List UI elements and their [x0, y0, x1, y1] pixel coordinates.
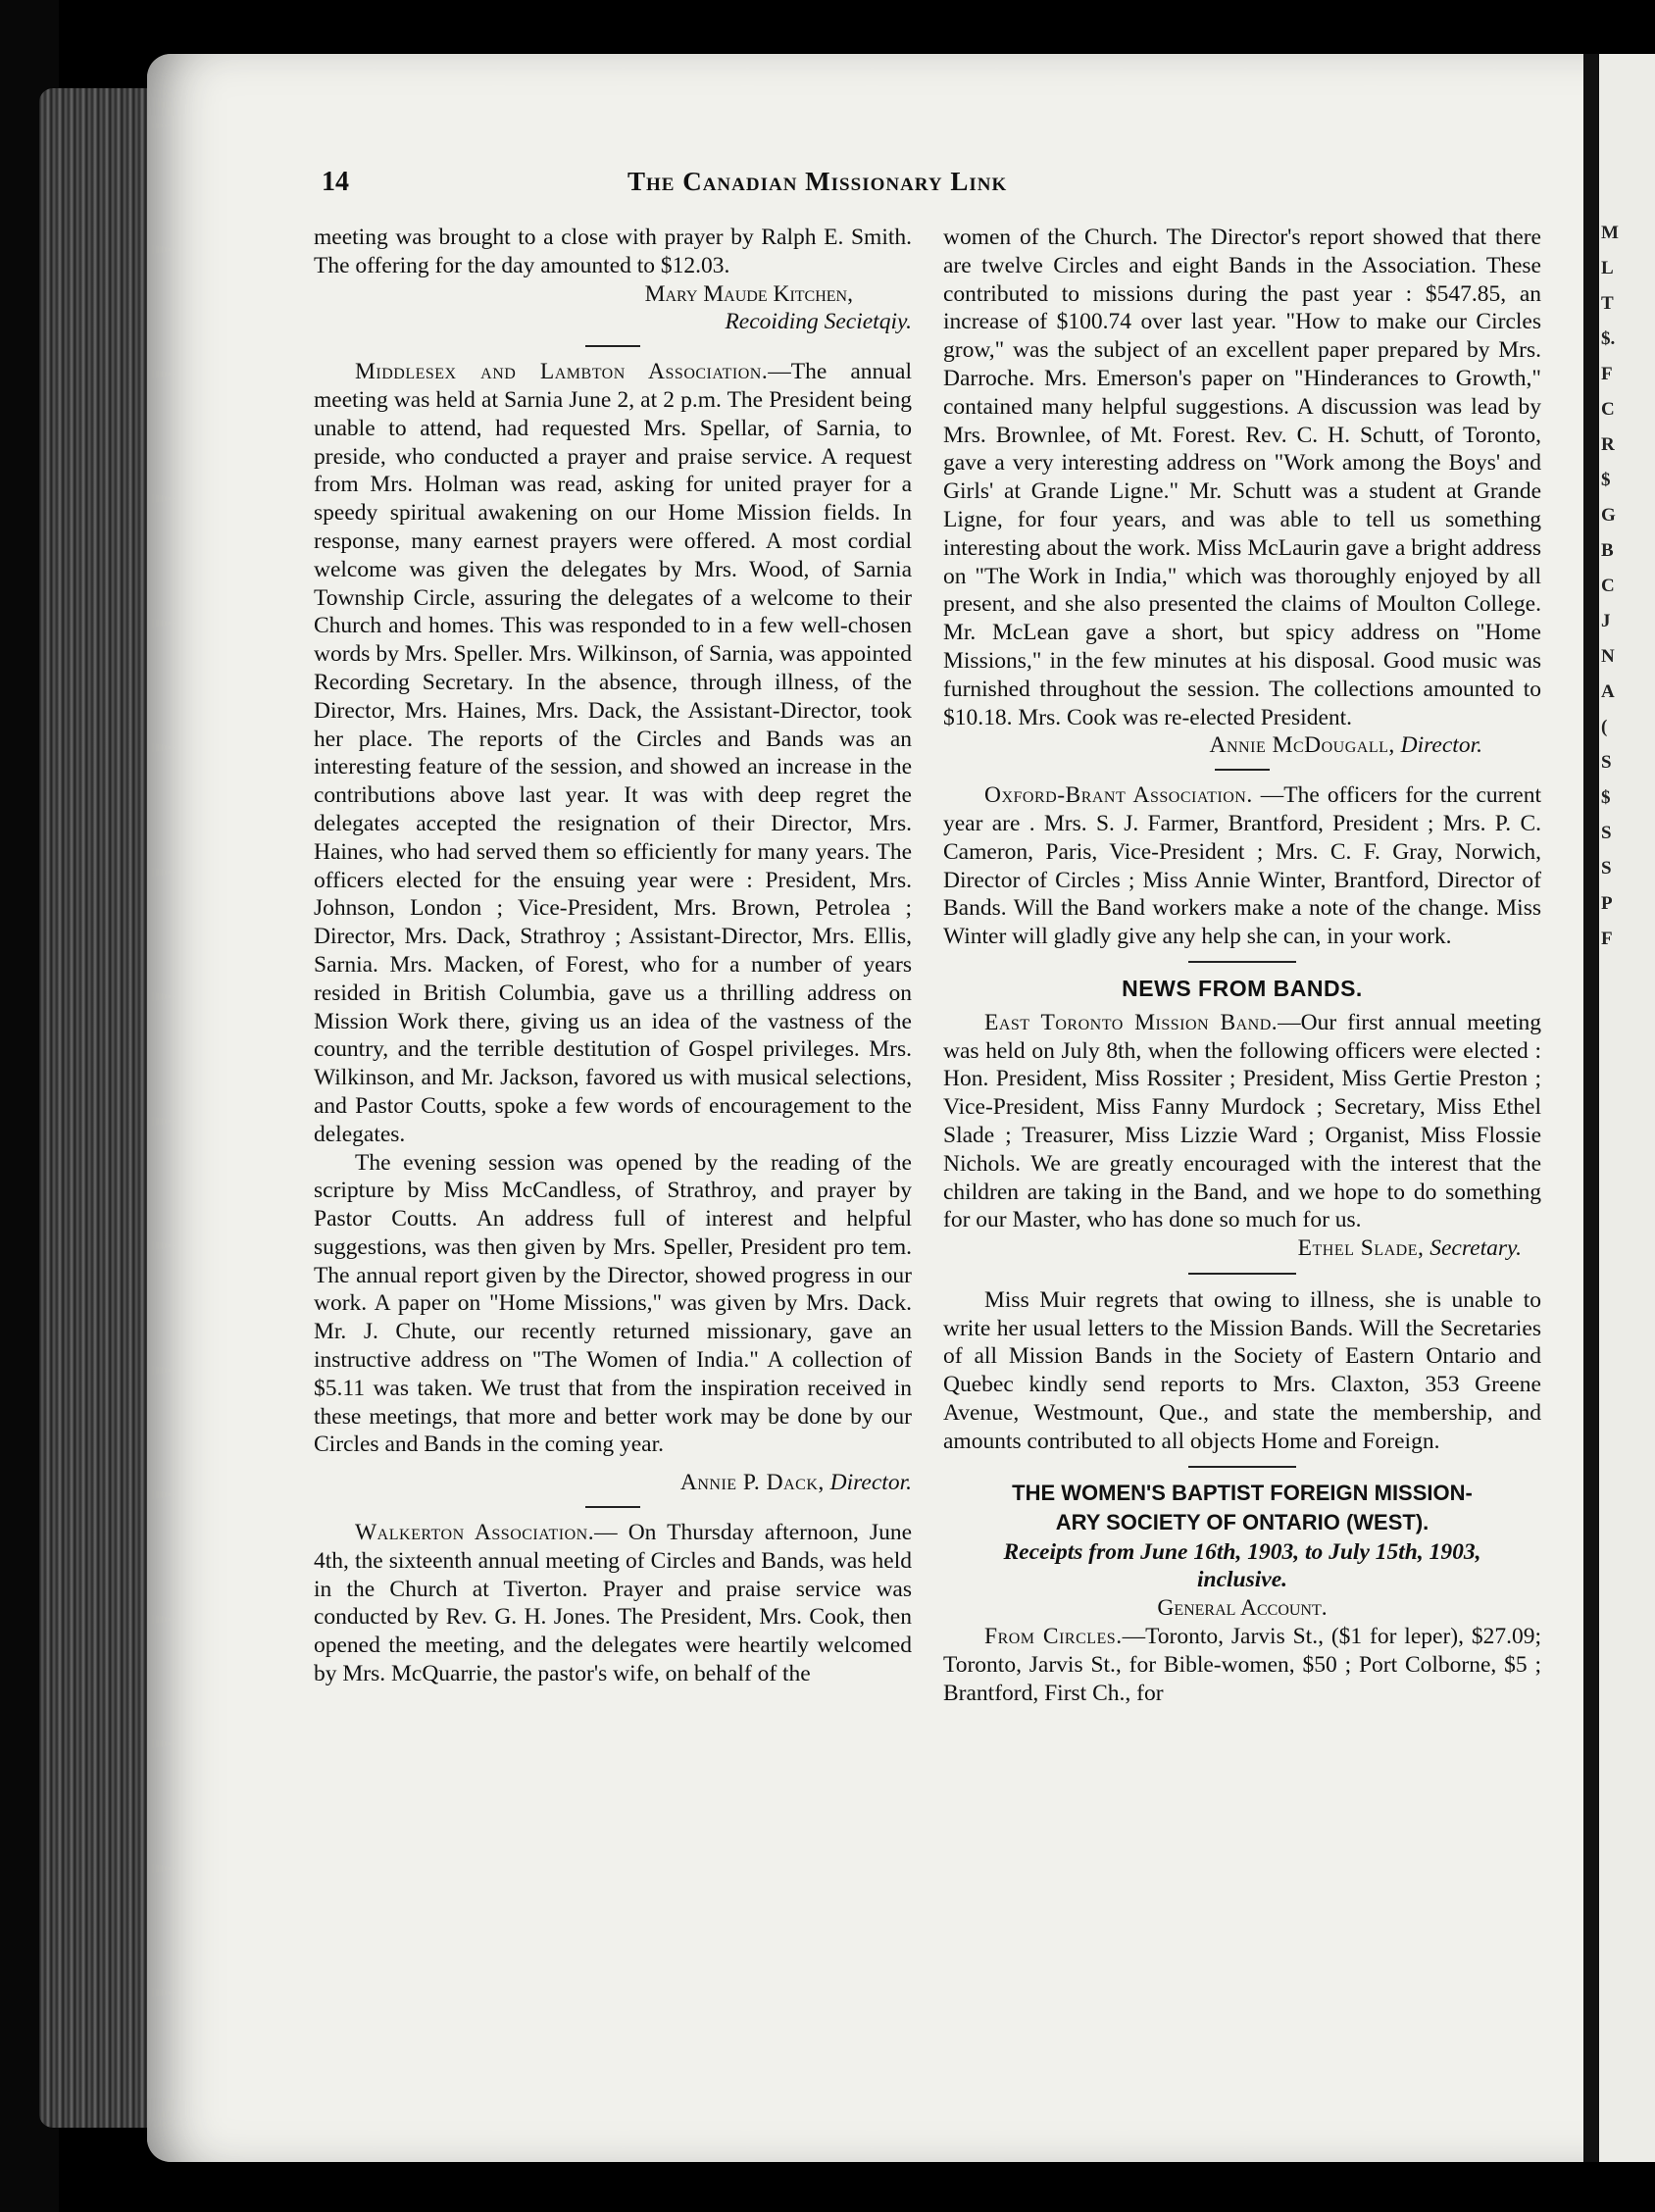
signature-role: Recoiding Secietqiy.: [725, 309, 912, 335]
section-heading: East Toronto Mission Band.: [984, 1009, 1279, 1035]
facing-page-letter: R: [1601, 434, 1615, 455]
section-rule: [1188, 961, 1296, 963]
running-head: The Canadian Missionary Link: [627, 167, 1008, 196]
facing-page-letter: J: [1601, 611, 1611, 631]
section-rule: [1215, 769, 1270, 771]
section-heading: From Circles.: [984, 1624, 1123, 1650]
signature-role: Director.: [1400, 732, 1482, 759]
section-text: —The annual meeting was held at Sarnia June 2, at 2 p.m. The President being unable to attend, had requested Mrs. Spellar, of Sarnia, to preside, who conducted a prayer and praise service. A request from Mrs. Holman was read, asking for united prayer for a speedy spiritual awakening on our Home Mission fields. In response, many earnest prayers were offered. A most cordial welcome was given the delegates by Mrs. Wood, of Sarnia Township Circle, assuring the delegates of a welcome to their Church and homes. This was responded to in a few well-chosen words by Mrs. Speller. Mrs. Wilkinson, of Sarnia, was appointed Recording Secretary. In the absence, through illness, of the Director, Mrs. Haines, Mrs. Dack, the Assistant-Director, took her place. The reports of the Circles and Bands was an interesting feature of the session, and showed an increase in the contributions above last year. It was with deep regret the delegates accepted the resignation of their Director, Mrs. Haines, who had served them so efficiently for many years. The officers elected for the ensuing year were : President, Mrs. Johnson, London ; Vice-President, Mrs. Brown, Petrolea ; Director, Mrs. Dack, Strathroy ; Assistant-Director, Mrs. Ellis, Sarnia. Mrs. Macken, of Forest, who for a number of years resided in British Columbia, gave us a thrilling address on Mission Work there, giving us an idea of the vastness of the country, and the terrible destitution of Gospel privileges. Mrs. Wilkinson, and Mr. Jackson, favored us with musical selections, and Pastor Coutts, spoke a few words of encouragement to the delegates.: [314, 359, 912, 1147]
section-text: —Our first annual meeting was held on July 8th, when the following officers were elected : Hon. President, Miss Rossiter ; President, Miss Gertie Preston ; Vice-President, Miss Fanny Murdock ; Secretary, Miss Ethel Slade ; Treasurer, Miss Lizzie Ward ; Organist, Miss Flossie Nichols. We are greatly encouraged with the interest that the children are taking in the Band, and we hope to do something for our Master, who has done so much for us.: [943, 1009, 1541, 1233]
facing-page-letter: L: [1601, 258, 1614, 278]
facing-page-letter: P: [1601, 893, 1613, 914]
stacked-page-edges: [39, 88, 147, 2128]
miss-muir-notice: Miss Muir regrets that owing to illness, she is unable to write her usual letters to the Mission Bands. Will the Secretaries of all Mission Bands in the Society of Eastern Ontario and Quebec kindly send reports to Mrs. Claxton, 353 Greene Avenue, Westmount, Que., and state the membership, and amounts contributed to all objects Home and Foreign.: [943, 1286, 1541, 1454]
continued-paragraph: women of the Church. The Director's report showed that there are twelve Circles and eight Bands in the Association. These contributed to missions during the past year : $547.85, an increase of $100.74 over last year. "How to make our Circles grow," was the subject of an excellent paper prepared by Mrs. Darroche. Mrs. Emerson's paper on "Hinderances to Growth," contained many helpful suggestions. A discussion was lead by Mrs. Brownlee, of Mt. Forest. Rev. C. H. Schutt, of Toronto, gave a very interesting address on "Work among the Boys' and Girls' at Grande Ligne." Mr. Schutt was a student at Grande Ligne, for four years, and was able to tell us something interesting about the work. Miss McLaurin gave a bright address on "The Work in India," which was thoroughly enjoyed by all present, and she also presented the claims of Moulton College. Mr. McLean gave a short, but spicy address on "Home Missions," in the few minutes at his disposal. Good music was furnished throughout the session. The collections amounted to $10.18. Mrs. Cook was re-elected President.: [943, 225, 1541, 730]
signature-role: Director.: [829, 1470, 912, 1496]
east-toronto-report: [943, 1009, 1541, 1234]
section-heading: Walkerton Association.: [355, 1520, 595, 1546]
section-rule: [1188, 1273, 1296, 1275]
section-heading: Middlesex and Lambton Association.: [355, 359, 769, 385]
section-text: —The officers for the current year are . Mrs. S. J. Farmer, Brantford, President ; Mrs. P. C. Cameron, Paris, Vice-President ; Mrs. C. F. Gray, Norwich, Director of Circles ; Miss Annie Winter, Brantford, Director of Bands. Will the Band workers make a note of the change. Miss Winter will gladly give any help she can, in your work.: [943, 782, 1542, 950]
left-column: [314, 224, 912, 1688]
facing-page-letter: S: [1601, 823, 1612, 843]
section-rule: [585, 1506, 640, 1508]
signature-role: Secretary.: [1429, 1235, 1522, 1262]
facing-page-letter: T: [1601, 293, 1614, 314]
facing-page-letter: (: [1601, 717, 1608, 737]
oxford-brant-report: [943, 781, 1541, 951]
facing-page-letter: F: [1601, 929, 1613, 949]
page-gutter: [1583, 54, 1599, 2162]
section-rule: [585, 345, 640, 347]
middlesex-report: [314, 358, 912, 1148]
section-text: —Toronto, Jarvis St., ($1 for leper), $27.09; Toronto, Jarvis St., for Bible-women, $50 ; Port Colborne, $5 ; Brantford, First Ch., for: [943, 1624, 1541, 1706]
facing-page-edge: [1599, 54, 1655, 2162]
signature-name: Ethel Slade,: [1297, 1235, 1425, 1262]
facing-page-letter: $: [1601, 470, 1611, 490]
facing-page-letter: $: [1601, 787, 1611, 808]
from-circles-receipts: [943, 1623, 1541, 1707]
facing-page-letter: N: [1601, 646, 1615, 667]
facing-page-letter: S: [1601, 858, 1612, 879]
facing-page-letter: $.: [1601, 328, 1616, 349]
evening-session-paragraph: The evening session was opened by the reading of the scripture by Miss McCandless, of Strathroy, and prayer by Pastor Coutts. An address full of interest and helpful suggestions, was then given by Mrs. Speller, President pro tem. The annual report given by the Director, showed progress in our work. A paper on "Home Missions," was given by Mrs. Dack. Mr. J. Chute, our recently returned missionary, gave an instructive address on "The Women of India." A collection of $5.11 was taken. We trust that from the inspiration received in these meetings, that more and better work may be done by our Circles and Bands in the coming year.: [314, 1149, 912, 1458]
receipts-period-inclusive: inclusive.: [1196, 1567, 1288, 1593]
right-column: [943, 224, 1541, 1707]
facing-page-letter: A: [1601, 681, 1615, 702]
signature-line: [314, 1469, 912, 1497]
news-from-bands-title: NEWS FROM BANDS.: [1122, 975, 1363, 1001]
section-text: — On Thursday afternoon, June 4th, the sixteenth annual meeting of Circles and Bands, was held in the Church at Tiverton. Prayer and praise service was conducted by Rev. G. H. Jones. The President, Mrs. Cook, then opened the meeting, and the delegates were heartily welcomed by Mrs. McQuarrie, the pastor's wife, on behalf of the: [314, 1520, 912, 1687]
section-rule: [1188, 1466, 1296, 1468]
facing-page-letter: C: [1601, 399, 1615, 420]
facing-page-letter: F: [1601, 364, 1613, 384]
facing-page-letter: C: [1601, 576, 1615, 596]
signature-line: [943, 1234, 1522, 1263]
page-number: 14: [322, 167, 349, 197]
receipts-period: Receipts from June 16th, 1903, to July 15th, 1903,: [1003, 1538, 1481, 1565]
signature-name: Annie P. Dack,: [679, 1470, 825, 1496]
general-account-heading: General Account.: [1157, 1595, 1328, 1622]
society-title-line-2: ARY SOCIETY OF ONTARIO (WEST).: [1055, 1509, 1429, 1534]
walkerton-report: [314, 1519, 912, 1688]
facing-page-letter: G: [1601, 505, 1616, 526]
signature-name: Annie McDougall,: [1209, 732, 1395, 759]
facing-page-letter: B: [1601, 540, 1614, 561]
section-heading: Oxford-Brant Association.: [984, 782, 1253, 809]
society-title-line-1: THE WOMEN'S BAPTIST FOREIGN MISSION-: [1012, 1480, 1473, 1505]
closing-paragraph: meeting was brought to a close with prayer by Ralph E. Smith. The offering for the day amounted to $12.03.: [314, 225, 912, 278]
signature-name: Mary Maude Kitchen,: [644, 280, 853, 307]
signature-line: [943, 731, 1482, 760]
facing-page-letter: M: [1601, 223, 1619, 243]
facing-page-letter: S: [1601, 752, 1612, 773]
